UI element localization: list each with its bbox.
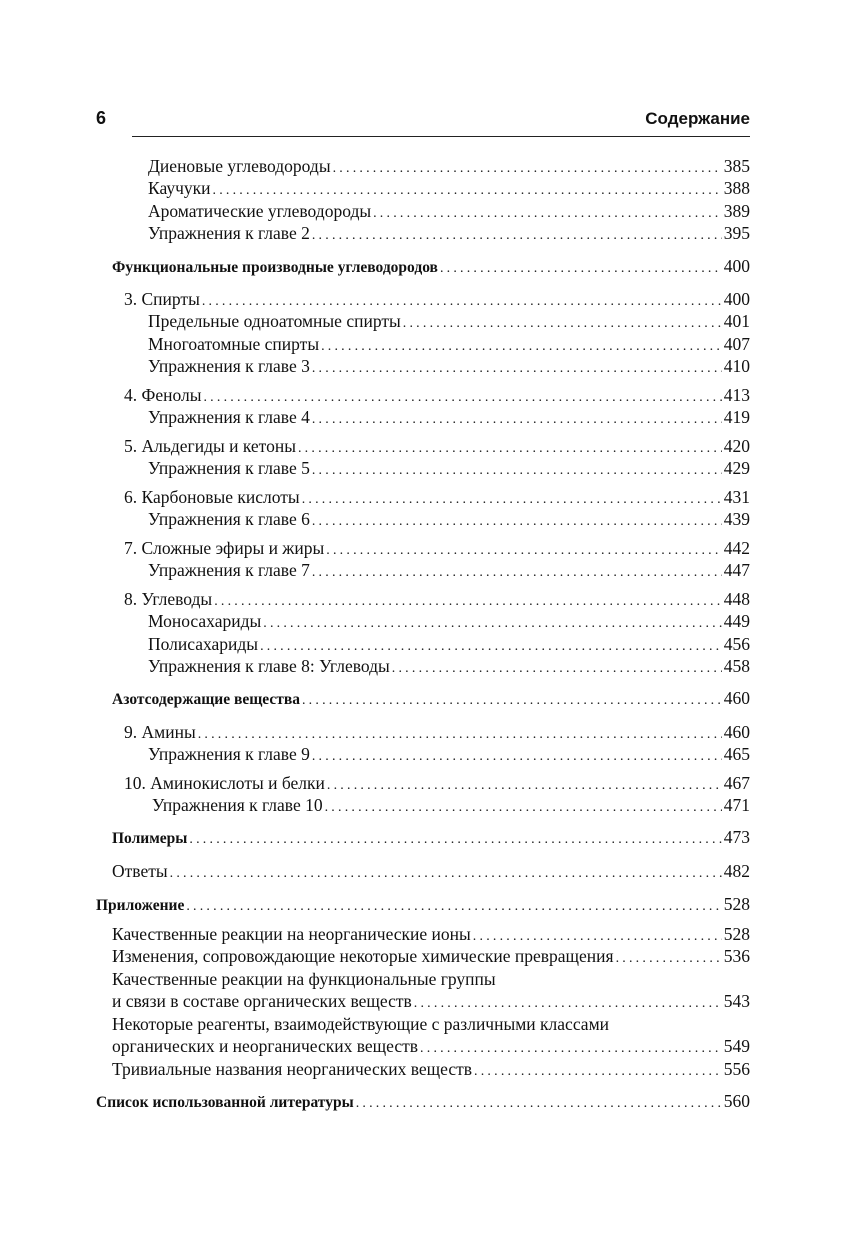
toc-section[interactable]	[112, 826, 750, 848]
toc-chapter-title: 5. Альдегиды и кетоны	[124, 436, 296, 456]
toc-entry-title: Упражнения к главе 8: Углеводы	[148, 656, 390, 676]
toc-entry[interactable]	[112, 923, 750, 945]
toc-part-title: Приложение	[96, 897, 185, 914]
toc-section-page: 460	[723, 688, 750, 708]
toc-entry-page: 465	[723, 744, 750, 764]
toc-entry-title: Тривиальные названия неорганических веществ	[112, 1059, 473, 1079]
toc-chapter-page: 442	[723, 538, 750, 558]
dot-leader	[189, 829, 721, 851]
toc-part-page: 528	[723, 894, 750, 914]
toc-chapter-page: 400	[723, 289, 750, 309]
toc-entry-title: Полисахариды	[148, 634, 259, 654]
toc-entry[interactable]	[112, 945, 750, 967]
toc-section-page: 400	[723, 256, 750, 276]
toc-section-title: Функциональные производные углеводородов	[112, 259, 438, 276]
dot-leader	[263, 613, 722, 635]
toc-chapter[interactable]	[124, 486, 750, 508]
toc-chapter-page: 467	[723, 773, 750, 793]
toc-entry-page: 447	[723, 560, 750, 580]
toc-part-page: 560	[723, 1091, 750, 1111]
toc-chapter[interactable]	[124, 721, 750, 743]
dot-leader	[312, 409, 722, 431]
dot-leader	[440, 258, 722, 280]
toc-chapter-title: 9. Амины	[124, 722, 196, 742]
toc-chapter[interactable]	[124, 588, 750, 610]
toc-chapter-title: 3. Спирты	[124, 289, 200, 309]
toc-entry-page: 439	[723, 509, 750, 529]
dot-leader	[414, 993, 722, 1015]
toc-entry-title: Упражнения к главе 5	[148, 458, 310, 478]
page-number: 6	[96, 108, 107, 128]
toc-chapter-page: 431	[723, 487, 750, 507]
dot-leader	[312, 562, 722, 584]
toc-section[interactable]	[112, 687, 750, 709]
toc-section-page: 482	[723, 861, 750, 881]
toc-entry-title: Упражнения к главе 2	[148, 223, 310, 243]
toc-entry-page: 410	[723, 356, 750, 376]
dot-leader	[474, 1061, 722, 1083]
toc-entry-title-line[interactable]: Качественные реакции на функциональные группы	[112, 969, 496, 989]
toc-entry-page: 388	[723, 178, 750, 198]
toc-chapter-page: 413	[723, 385, 750, 405]
toc-entry-page: 458	[723, 656, 750, 676]
toc-entry-page: 395	[723, 223, 750, 243]
toc-entry[interactable]	[148, 406, 750, 428]
dot-leader	[420, 1038, 722, 1060]
toc-entry[interactable]	[112, 1035, 750, 1057]
toc-entry[interactable]	[148, 508, 750, 530]
toc-section[interactable]	[112, 860, 750, 882]
toc-entry-page: 407	[723, 334, 750, 354]
toc-chapter-title: 6. Карбоновые кислоты	[124, 487, 300, 507]
toc-entry-page: 549	[723, 1036, 750, 1056]
dot-leader	[312, 511, 722, 533]
toc-entry[interactable]	[112, 1058, 750, 1080]
toc-entry-page: 449	[723, 611, 750, 631]
toc-chapter-page: 448	[723, 589, 750, 609]
toc-entry[interactable]	[148, 655, 750, 677]
dot-leader	[186, 896, 721, 918]
toc-entry[interactable]	[148, 155, 750, 177]
dot-leader	[356, 1093, 722, 1115]
dot-leader	[312, 358, 722, 380]
toc-chapter[interactable]	[124, 384, 750, 406]
toc-entry-page: 471	[723, 795, 750, 815]
toc-chapter-title: 10. Аминокислоты и белки	[124, 773, 325, 793]
toc-entry-page: 385	[723, 156, 750, 176]
toc-entry[interactable]	[148, 559, 750, 581]
toc-entry-title: Упражнения к главе 3	[148, 356, 310, 376]
running-header-title: Содержание	[645, 109, 750, 128]
dot-leader	[302, 690, 722, 712]
toc-entry-title: органических и неорганических веществ	[112, 1036, 419, 1056]
toc-section[interactable]	[112, 255, 750, 277]
toc-entry[interactable]	[148, 457, 750, 479]
toc-entry[interactable]	[148, 333, 750, 355]
toc-entry-page: 543	[723, 991, 750, 1011]
toc-entry[interactable]	[148, 355, 750, 377]
toc-entry-title: Многоатомные спирты	[148, 334, 320, 354]
toc-entry[interactable]	[148, 610, 750, 632]
toc-entry-page: 536	[723, 946, 750, 966]
toc-entry-title: и связи в составе органических веществ	[112, 991, 412, 1011]
toc-section-title: Ответы	[112, 861, 168, 881]
toc-entry-page: 528	[723, 924, 750, 944]
toc-chapter-page: 460	[723, 722, 750, 742]
dot-leader	[392, 658, 722, 680]
dot-leader	[312, 746, 722, 768]
dot-leader	[312, 225, 722, 247]
toc-entry-title-line[interactable]: Некоторые реагенты, взаимодействующие с различными классами	[112, 1014, 610, 1034]
toc-entry[interactable]	[152, 794, 750, 816]
toc-entry[interactable]	[148, 743, 750, 765]
toc-entry[interactable]	[148, 222, 750, 244]
toc-chapter[interactable]	[124, 288, 750, 310]
toc-section-page: 473	[723, 827, 750, 847]
toc-entry-page: 389	[723, 201, 750, 221]
toc-entry-page: 429	[723, 458, 750, 478]
toc-chapter-page: 420	[723, 436, 750, 456]
toc-entry[interactable]	[112, 990, 750, 1012]
toc-chapter[interactable]	[124, 537, 750, 559]
toc-entry-title: Упражнения к главе 4	[148, 407, 310, 427]
toc-part-title: Список использованной литературы	[96, 1094, 354, 1111]
toc-entry-title: Каучуки	[148, 178, 211, 198]
dot-leader	[312, 460, 722, 482]
toc-part[interactable]	[96, 1090, 750, 1112]
toc-part[interactable]	[96, 893, 750, 915]
toc-entry-page: 456	[723, 634, 750, 654]
toc-section-title: Полимеры	[112, 830, 188, 847]
toc-chapter-title: 8. Углеводы	[124, 589, 213, 609]
toc-entry[interactable]	[148, 633, 750, 655]
dot-leader	[170, 863, 722, 885]
toc-entry-title: Упражнения к главе 10	[152, 795, 323, 815]
toc-chapter[interactable]	[124, 435, 750, 457]
toc-chapter-title: 4. Фенолы	[124, 385, 202, 405]
toc-entry-title: Ароматические углеводороды	[148, 201, 372, 221]
toc-entry-title: Упражнения к главе 7	[148, 560, 310, 580]
toc-entry-page: 401	[723, 311, 750, 331]
toc-entry-title: Упражнения к главе 6	[148, 509, 310, 529]
toc-entry-title: Предельные одноатомные спирты	[148, 311, 401, 331]
dot-leader	[403, 313, 722, 335]
dot-leader	[616, 948, 722, 970]
toc-entry-title: Изменения, сопровождающие некоторые химические превращения	[112, 946, 614, 966]
toc-entry-title: Упражнения к главе 9	[148, 744, 310, 764]
toc-section-title: Азотсодержащие вещества	[112, 691, 300, 708]
toc-chapter-title: 7. Сложные эфиры и жиры	[124, 538, 325, 558]
dot-leader	[325, 797, 722, 819]
dot-leader	[213, 180, 722, 202]
toc-entry-title: Диеновые углеводороды	[148, 156, 331, 176]
toc-entry-page: 419	[723, 407, 750, 427]
toc-entry[interactable]	[148, 310, 750, 332]
toc-chapter[interactable]	[124, 772, 750, 794]
toc-entry[interactable]	[148, 200, 750, 222]
toc-entry-title: Качественные реакции на неорганические ионы	[112, 924, 471, 944]
toc-entry-title: Моносахариды	[148, 611, 262, 631]
toc-entry-page: 556	[723, 1059, 750, 1079]
toc-entry[interactable]	[148, 177, 750, 199]
